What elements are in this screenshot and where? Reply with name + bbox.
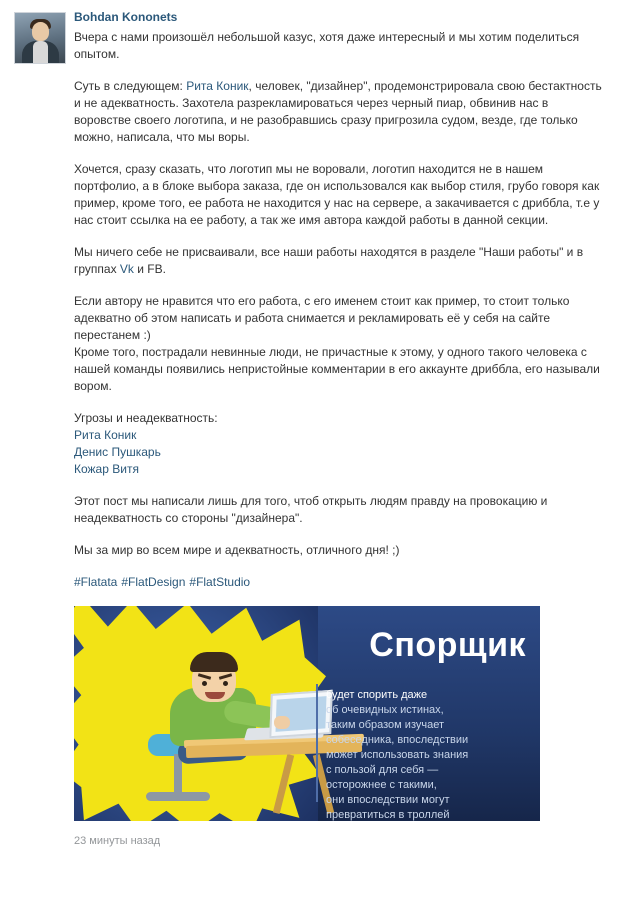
- image-right-panel: [304, 606, 540, 821]
- post-paragraph-4: [74, 244, 608, 278]
- image-left-panel: [74, 606, 318, 821]
- image-description-line-9: превратиться в троллей: [326, 809, 450, 821]
- hashtag-flatdesign[interactable]: #FlatDesign: [121, 575, 186, 589]
- post-paragraph-threats-title: Угрозы и неадекватность:: [74, 411, 218, 425]
- post-attachment-image[interactable]: [74, 606, 540, 821]
- character-eye-right: [223, 681, 228, 686]
- threat-names-list: [74, 427, 608, 478]
- link-vk[interactable]: Vk: [119, 262, 134, 276]
- post-paragraph-9: Мы за мир во всем мире и адекватность, отличного дня! ;): [74, 543, 400, 557]
- post-timestamp[interactable]: 23 минуты назад: [74, 835, 161, 847]
- image-headline: Спорщик: [369, 626, 526, 664]
- image-description-line-5: может использовать знания: [326, 749, 469, 761]
- paragraph-2-text-before: Суть в следующем:: [74, 79, 187, 93]
- image-description-line-2: об очевидных истинах,: [326, 704, 444, 716]
- post-paragraph-3: Хочется, сразу сказать, что логотип мы не воровали, логотип находится не в нашем портфолио, а в блоке выбора заказа, где он использовался как выбор стиля, грубо говоря как пример, кроме того, ее работа не находится у нас на сервере, а закачивается с дриббла, т.е у нас стоит ссылка на ее работу, а так же имя автора каждой работы в данной секции.: [74, 162, 600, 227]
- list-item-name-3[interactable]: Кожар Витя: [74, 462, 139, 476]
- list-item-name-1[interactable]: Рита Коник: [74, 428, 137, 442]
- paragraph-4-text-before: Мы ничего себе не присваивали, все наши работы находятся в разделе "Наши работы" и в группах: [74, 245, 584, 276]
- image-description-line-3: таким образом изучает: [326, 719, 444, 731]
- image-description-line-1: будет спорить даже: [326, 689, 428, 701]
- post-content: [74, 10, 608, 847]
- image-description-line-4: собеседника, впоследствии: [326, 734, 469, 746]
- avatar[interactable]: [14, 12, 66, 64]
- character-hair: [190, 652, 238, 672]
- link-rita-konik[interactable]: Рита Коник: [186, 79, 249, 93]
- image-description-line-8: они впоследствии могут: [326, 794, 450, 806]
- image-description: [326, 688, 530, 821]
- avatar-shirt: [33, 41, 48, 64]
- character-hand: [274, 716, 290, 729]
- list-item-name-2[interactable]: Денис Пушкарь: [74, 445, 161, 459]
- character-eye-left: [202, 681, 207, 686]
- image-divider: [316, 684, 318, 802]
- hashtag-flatata[interactable]: #Flatata: [74, 575, 118, 589]
- post-author-name[interactable]: Bohdan Kononets: [74, 10, 178, 24]
- hashtag-flatstudio[interactable]: #FlatStudio: [189, 575, 251, 589]
- post-paragraph-6: Кроме того, пострадали невинные люди, не причастные к этому, у одного такого человека с нашей команды появились непристойные комментарии в его аккаунте дриббла, его называли вором.: [74, 345, 600, 393]
- post-paragraph-5: Если автору не нравится что его работа, с его именем стоит как пример, то стоит только адекватно об этом написать и работа снимается и рекламировать её у себя на сайте перестанем :): [74, 294, 570, 342]
- paragraph-2-text-after: , человек, "дизайнер", продемонстрировала свою бестактность и не адекватность. Захотела разрекламироваться через черный пиар, обвинив нас в воровстве своего логотипа, и не разобравшись сразу пригрозила судом, везде, где только можно, написала, что мы воры.: [74, 79, 602, 144]
- post-paragraph-2: [74, 78, 608, 146]
- image-description-line-6: с пользой для себя —: [326, 764, 439, 776]
- paragraph-4-text-after: и FB.: [133, 262, 166, 276]
- avatar-head: [32, 22, 49, 41]
- hashtag-list: [74, 574, 608, 591]
- chair-base: [146, 792, 210, 801]
- image-description-line-7: осторожнее с такими,: [326, 779, 437, 791]
- post-paragraph-8: Этот пост мы написали лишь для того, чтоб открыть людям правду на провокацию и неадекватность со стороны "дизайнера".: [74, 494, 548, 525]
- post-paragraph-1: Вчера с нами произошёл небольшой казус, хотя даже интересный и мы хотим поделиться опытом.: [74, 30, 580, 61]
